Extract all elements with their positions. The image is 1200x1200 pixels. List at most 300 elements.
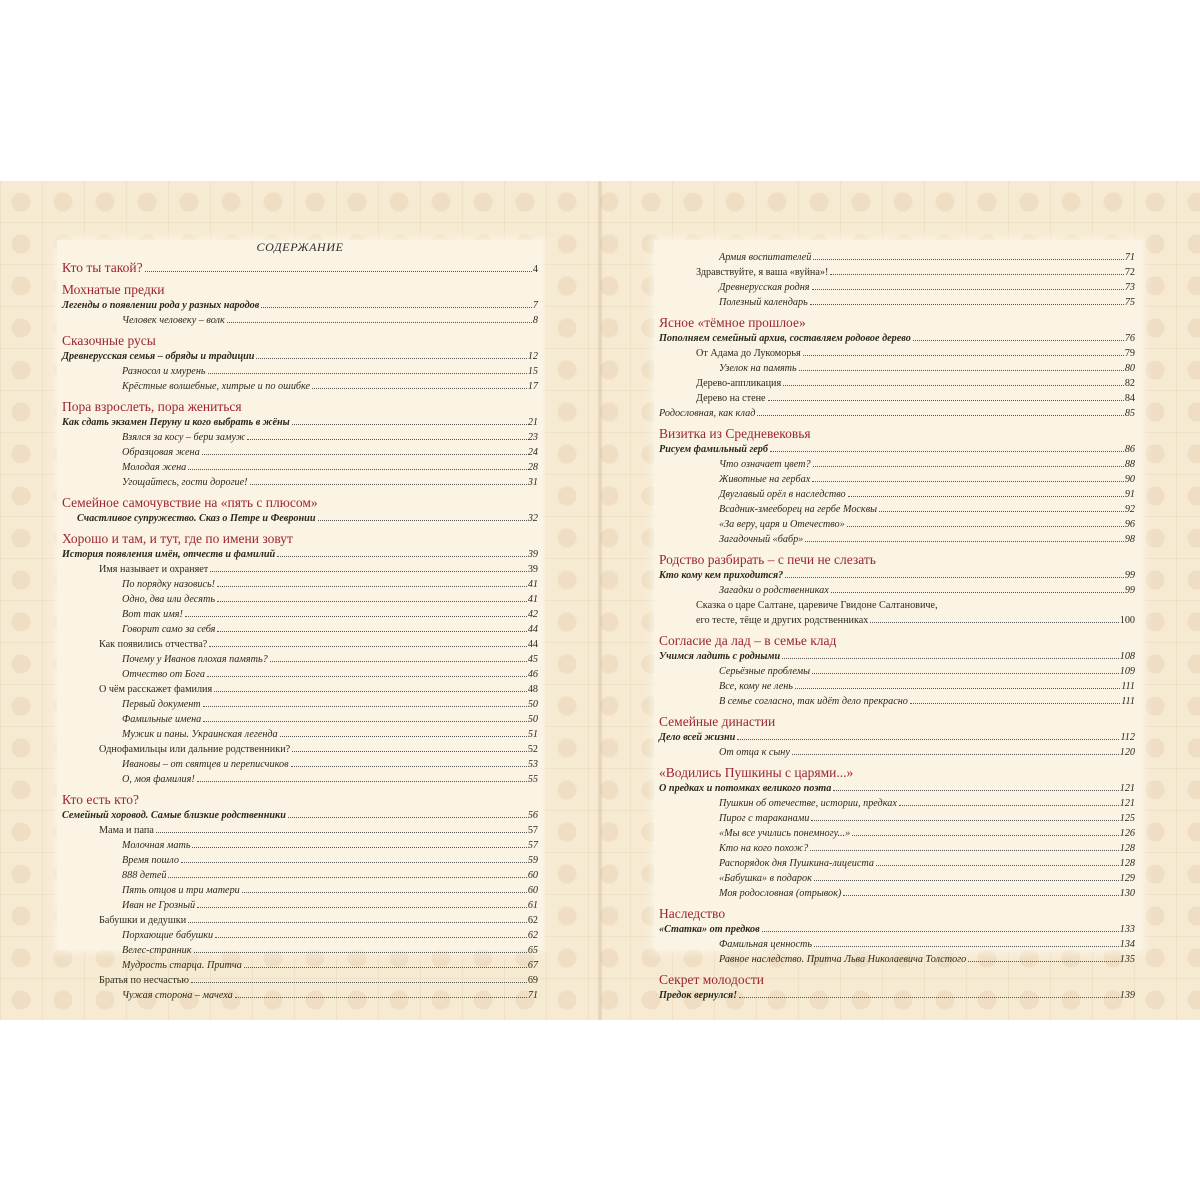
toc-entry <box>62 379 538 394</box>
toc-page-number: 111 <box>1121 696 1135 707</box>
toc-entry-title: Порхающие бабушки <box>122 930 214 941</box>
toc-entry-title: Армия воспитателей <box>719 252 812 263</box>
toc-entry-title: Двуглавый орёл в наследство <box>719 489 846 500</box>
toc-entry <box>659 745 1135 760</box>
toc-entry-line <box>62 652 538 667</box>
toc-entry-line <box>659 295 1135 310</box>
dot-leader <box>292 424 527 425</box>
dot-leader <box>210 571 527 572</box>
toc-entry <box>62 577 538 592</box>
dot-leader <box>876 865 1119 866</box>
toc-page-number: 41 <box>527 594 538 605</box>
dot-leader <box>812 673 1119 674</box>
toc-page-number: 44 <box>527 624 538 635</box>
toc-page-number: 71 <box>1124 252 1135 263</box>
toc-entry <box>62 430 538 445</box>
toc-section-heading: Ясное «тёмное прошлое» <box>659 315 806 330</box>
toc-page-number: 125 <box>1119 813 1135 824</box>
toc-entry-line <box>659 472 1135 487</box>
dot-leader <box>197 781 527 782</box>
toc-entry-line <box>659 886 1135 901</box>
toc-entry-title: «Мы все учились понемногу...» <box>719 828 851 839</box>
toc-page-number: 67 <box>527 960 538 971</box>
toc-entry <box>659 811 1135 826</box>
toc-entry-line <box>659 664 1135 679</box>
toc-section-heading: Хорошо и там, и тут, где по имени зовут <box>62 531 293 546</box>
toc-page-number: 60 <box>527 870 538 881</box>
toc-entry-title: Молодая жена <box>122 462 187 473</box>
toc-page-number: 62 <box>527 915 538 926</box>
dot-leader <box>227 322 532 323</box>
toc-entry-title: Однофамильцы или дальние родственники? <box>99 744 291 755</box>
toc-entry-title: Всадник-змееборец на гербе Москвы <box>719 504 878 515</box>
toc-entry-title: Кто ты такой? <box>62 260 143 275</box>
toc-entry-line: Сказка о царе Салтане, царевиче Гвидоне Салтановиче, <box>696 600 938 611</box>
dot-leader <box>805 541 1124 542</box>
toc-page-number: 28 <box>527 462 538 473</box>
toc-entry-line <box>659 406 1135 421</box>
dot-leader <box>217 586 527 587</box>
toc-entry-line <box>62 928 538 943</box>
dot-leader <box>812 481 1124 482</box>
toc-page-number: 50 <box>527 699 538 710</box>
toc-entry-title: Древнерусская родня <box>719 282 810 293</box>
toc-entry-line <box>659 517 1135 532</box>
dot-leader <box>194 952 527 953</box>
toc-entry-line <box>62 562 538 577</box>
toc-page-number: 129 <box>1119 873 1135 884</box>
toc-entry-title: его тесте, тёще и других родственниках <box>696 615 869 626</box>
toc-page-number: 41 <box>527 579 538 590</box>
dot-leader <box>188 922 527 923</box>
dot-leader <box>852 835 1118 836</box>
toc-page-number: 91 <box>1124 489 1135 500</box>
toc-entry-title: «За веру, царя и Отечество» <box>719 519 845 530</box>
toc-entry-line <box>62 868 538 883</box>
toc-page-number: 139 <box>1119 990 1135 1001</box>
toc-page-number: 112 <box>1120 732 1135 743</box>
toc-entry <box>62 988 538 1003</box>
toc-entry-line <box>659 487 1135 502</box>
toc-entry <box>659 517 1135 532</box>
dot-leader <box>209 646 527 647</box>
toc-entry <box>659 826 1135 841</box>
toc-title: СОДЕРЖАНИЕ <box>256 240 344 254</box>
dot-leader <box>191 982 527 983</box>
toc-entry-line <box>659 841 1135 856</box>
dot-leader <box>188 469 527 470</box>
toc-entry-line <box>659 391 1135 406</box>
toc-page-number: 99 <box>1124 570 1135 581</box>
toc-entry-line <box>62 511 538 526</box>
toc-entry-line <box>659 952 1135 967</box>
toc-page-number: 72 <box>1124 267 1135 278</box>
toc-entry-title: Иван не Грозный <box>122 900 196 911</box>
toc-entry-line <box>62 823 538 838</box>
dot-leader <box>913 340 1124 341</box>
toc-entry <box>659 502 1135 517</box>
toc-page-number: 55 <box>527 774 538 785</box>
toc-entry-line <box>62 349 538 364</box>
dot-leader <box>214 691 527 692</box>
toc-entry-line <box>62 577 538 592</box>
toc-entry-line <box>659 331 1135 346</box>
toc-page-number: 44 <box>527 639 538 650</box>
toc-entry-title: Распорядок дня Пушкина-лицеиста <box>719 858 874 869</box>
toc-page-number: 4 <box>532 264 538 275</box>
dot-leader <box>810 304 1124 305</box>
toc-entry <box>62 260 538 277</box>
book-gutter <box>597 181 603 1020</box>
toc-entry <box>62 637 538 652</box>
toc-page-number: 109 <box>1119 666 1135 677</box>
toc-entry-line <box>659 745 1135 760</box>
toc-entry <box>659 376 1135 391</box>
toc-entry <box>659 295 1135 310</box>
dot-leader <box>803 355 1124 356</box>
dot-leader <box>197 907 527 908</box>
toc-page-number: 21 <box>527 417 538 428</box>
toc-entry-line <box>62 260 538 277</box>
toc-entry <box>62 415 538 430</box>
toc-page-number: 24 <box>527 447 538 458</box>
dot-leader <box>181 862 527 863</box>
toc-section-heading: Семейные династии <box>659 714 776 729</box>
toc-entry <box>62 883 538 898</box>
toc-entry-line <box>62 757 538 772</box>
toc-page-number: 46 <box>527 669 538 680</box>
toc-entry <box>62 475 538 490</box>
toc-entry <box>659 250 1135 265</box>
toc-entry <box>62 727 538 742</box>
toc-entry-title: О предках и потомках великого поэта <box>659 783 832 794</box>
toc-entry-title: Фамильная ценность <box>719 939 812 950</box>
dot-leader <box>830 274 1123 275</box>
toc-entry-line <box>62 682 538 697</box>
dot-leader <box>250 484 527 485</box>
toc-entry-line <box>62 592 538 607</box>
toc-page-number: 100 <box>1119 615 1135 626</box>
dot-leader <box>192 847 526 848</box>
toc-entry <box>659 532 1135 547</box>
toc-entry <box>659 487 1135 502</box>
dot-leader <box>813 259 1124 260</box>
toc-page-number: 8 <box>532 315 538 326</box>
toc-entry <box>62 364 538 379</box>
toc-entry-line <box>62 607 538 622</box>
toc-entry <box>62 742 538 757</box>
toc-page-number: 120 <box>1119 747 1135 758</box>
dot-leader <box>737 739 1119 740</box>
toc-entry-line <box>659 730 1135 745</box>
toc-entry-title: Дерево на стене <box>696 393 766 404</box>
toc-entry-line <box>62 898 538 913</box>
toc-entry <box>62 460 538 475</box>
toc-entry <box>659 472 1135 487</box>
toc-page-number: 71 <box>527 990 538 1001</box>
toc-entry <box>62 868 538 883</box>
toc-entry-title: Почему у Иванов плохая память? <box>122 654 268 665</box>
toc-entry <box>659 937 1135 952</box>
toc-entry-line <box>62 697 538 712</box>
toc-entry-title: Разносол и хмурень <box>122 366 206 377</box>
dot-leader <box>292 751 527 752</box>
toc-entry-title: Образцовая жена <box>122 447 200 458</box>
toc-page-number: 23 <box>527 432 538 443</box>
toc-entry <box>62 682 538 697</box>
toc-page-number: 84 <box>1124 393 1135 404</box>
toc-entry-line <box>659 781 1135 796</box>
toc-entry-line <box>62 430 538 445</box>
toc-entry-line <box>659 811 1135 826</box>
dot-leader <box>783 385 1124 386</box>
toc-entry-line <box>659 502 1135 517</box>
toc-entry-line <box>659 937 1135 952</box>
toc-entry <box>659 331 1135 346</box>
toc-entry <box>62 757 538 772</box>
toc-entry <box>659 346 1135 361</box>
toc-section-heading: Мохнатые предки <box>62 282 165 297</box>
toc-page-number: 17 <box>527 381 538 392</box>
toc-page-number: 32 <box>527 513 538 524</box>
toc-entry-line <box>62 445 538 460</box>
dot-leader <box>277 556 527 557</box>
dot-leader <box>847 526 1124 527</box>
toc-page-number: 99 <box>1124 585 1135 596</box>
toc-entry <box>62 913 538 928</box>
toc-entry-title: Все, кому не лень <box>719 681 793 692</box>
toc-page-number: 57 <box>527 840 538 851</box>
toc-page-number: 57 <box>527 825 538 836</box>
toc-entry-title: Рисуем фамильный герб <box>659 444 768 455</box>
dot-leader <box>899 805 1119 806</box>
toc-left-column <box>62 256 538 1003</box>
toc-entry-line <box>659 796 1135 811</box>
toc-entry <box>659 988 1135 1003</box>
toc-entry <box>62 445 538 460</box>
toc-entry-title: Мама и папа <box>99 825 154 836</box>
toc-page-number: 31 <box>527 477 538 488</box>
toc-page-number: 98 <box>1124 534 1135 545</box>
toc-entry-title: Вот так имя! <box>122 609 183 620</box>
toc-entry-title: Древнерусская семья – обряды и традиции <box>62 351 255 362</box>
toc-entry <box>659 871 1135 886</box>
toc-entry-line <box>62 742 538 757</box>
dot-leader <box>291 766 527 767</box>
toc-section-heading: Пора взрослеть, пора жениться <box>62 399 242 414</box>
toc-entry-title: Кто на кого похож? <box>719 843 809 854</box>
toc-entry-line <box>62 547 538 562</box>
toc-entry-title: Предок вернулся! <box>659 990 738 1001</box>
toc-entry-title: Пушкин об отечестве, истории, предках <box>719 798 897 809</box>
toc-page-number: 128 <box>1119 843 1135 854</box>
dot-leader <box>792 754 1119 755</box>
toc-section-heading: Сказочные русы <box>62 333 156 348</box>
toc-page-number: 62 <box>527 930 538 941</box>
toc-page-number: 42 <box>527 609 538 620</box>
toc-entry <box>62 772 538 787</box>
dot-leader <box>785 577 1124 578</box>
toc-section-heading: Кто есть кто? <box>62 792 139 807</box>
toc-entry-title: Серьёзные проблемы <box>719 666 811 677</box>
toc-entry-line <box>659 649 1135 664</box>
toc-entry-title: Семейный хоровод. Самые близкие родственники <box>62 810 286 821</box>
toc-entry-line <box>659 856 1135 871</box>
toc-entry-title: Чужая сторона – мачеха <box>122 990 233 1001</box>
dot-leader <box>811 820 1118 821</box>
toc-entry <box>659 781 1135 796</box>
dot-leader <box>757 415 1123 416</box>
dot-leader <box>208 373 527 374</box>
toc-entry-line <box>62 988 538 1003</box>
dot-leader <box>235 997 527 998</box>
toc-entry <box>62 943 538 958</box>
toc-page-number: 126 <box>1119 828 1135 839</box>
toc-entry <box>659 679 1135 694</box>
dot-leader <box>814 946 1119 947</box>
toc-entry-line <box>659 679 1135 694</box>
toc-entry-title: Животные на гербах <box>719 474 811 485</box>
toc-entry-title: Одно, два или десять <box>122 594 215 605</box>
toc-entry-title: Как сдать экзамен Перуну и кого выбрать в жёны <box>62 417 290 428</box>
toc-entry-title: Что означает цвет? <box>719 459 811 470</box>
toc-page-number: 65 <box>527 945 538 956</box>
toc-entry <box>659 265 1135 280</box>
toc-entry-title: Ивановы – от святцев и переписчиков <box>122 759 289 770</box>
toc-entry-line <box>62 379 538 394</box>
toc-entry-line <box>62 364 538 379</box>
toc-entry-title: Здравствуйте, я ваша «вуйна»! <box>696 267 829 278</box>
toc-entry <box>62 313 538 328</box>
toc-page-number: 52 <box>527 744 538 755</box>
dot-leader <box>207 676 527 677</box>
toc-entry-line <box>659 346 1135 361</box>
toc-entry-title: Легенды о появлении рода у разных народов <box>62 300 260 311</box>
toc-entry <box>62 808 538 823</box>
toc-entry-line <box>659 826 1135 841</box>
toc-entry <box>659 952 1135 967</box>
toc-entry-line <box>62 415 538 430</box>
toc-entry <box>62 607 538 622</box>
toc-entry <box>659 406 1135 421</box>
toc-section-heading: Наследство <box>659 906 726 921</box>
toc-entry-title: Угощайтесь, гости дорогие! <box>122 477 248 488</box>
toc-entry-line <box>659 280 1135 295</box>
toc-entry <box>62 958 538 973</box>
dot-leader <box>145 271 532 272</box>
toc-entry-line <box>62 622 538 637</box>
toc-entry <box>62 547 538 562</box>
toc-entry-line <box>659 442 1135 457</box>
toc-page-number: 56 <box>527 810 538 821</box>
toc-page-number: 45 <box>527 654 538 665</box>
toc-entry-title: Говорит само за себя <box>122 624 216 635</box>
toc-entry-title: Кто кому кем приходится? <box>659 570 784 581</box>
toc-entry-title: Узелок на память <box>719 363 797 374</box>
toc-page-number: 135 <box>1119 954 1135 965</box>
toc-entry-line <box>659 922 1135 937</box>
toc-page-number: 39 <box>527 549 538 560</box>
toc-page-number: 86 <box>1124 444 1135 455</box>
toc-entry-line <box>62 637 538 652</box>
toc-entry-title: Пять отцов и три матери <box>122 885 240 896</box>
toc-entry-title: Бабушки и дедушки <box>99 915 187 926</box>
toc-page-number: 90 <box>1124 474 1135 485</box>
dot-leader <box>968 961 1118 962</box>
toc-section-heading: Визитка из Средневековья <box>659 426 811 441</box>
toc-entry-line <box>659 583 1135 598</box>
dot-leader <box>833 790 1118 791</box>
toc-page-number: 111 <box>1121 681 1135 692</box>
toc-entry-title: Пополняем семейный архив, составляем родовое дерево <box>659 333 911 344</box>
toc-entry-line <box>62 298 538 313</box>
toc-entry-line <box>659 361 1135 376</box>
toc-entry <box>62 652 538 667</box>
toc-entry <box>659 694 1135 709</box>
dot-leader <box>795 688 1120 689</box>
toc-entry-title: Родословная, как клад <box>659 408 756 419</box>
toc-entry-title: От Адама до Лукоморья <box>696 348 801 359</box>
toc-page-number: 15 <box>527 366 538 377</box>
dot-leader <box>288 817 527 818</box>
toc-entry-title: 888 детей <box>122 870 167 881</box>
dot-leader <box>799 370 1124 371</box>
dot-leader <box>270 661 527 662</box>
dot-leader <box>831 592 1124 593</box>
toc-entry-title: Равное наследство. Притча Льва Николаевича Толстого <box>719 954 967 965</box>
dot-leader <box>782 658 1119 659</box>
toc-entry <box>659 613 1135 628</box>
dot-leader <box>848 496 1124 497</box>
toc-entry-line <box>62 883 538 898</box>
dot-leader <box>739 997 1119 998</box>
toc-entry-title: Время пошло <box>122 855 179 866</box>
toc-page-number: 108 <box>1119 651 1135 662</box>
toc-section-heading: «Водились Пушкины с царями...» <box>659 765 854 780</box>
toc-entry-line <box>62 958 538 973</box>
toc-entry-line <box>62 853 538 868</box>
toc-page-number: 39 <box>527 564 538 575</box>
toc-entry-title: Мужик и паны. Украинская легенда <box>122 729 278 740</box>
toc-section-heading: Секрет молодости <box>659 972 765 987</box>
toc-entry <box>659 391 1135 406</box>
toc-entry-title: Крёстные волшебные, хитрые и по ошибке <box>122 381 311 392</box>
toc-page-number: 60 <box>527 885 538 896</box>
toc-entry-line <box>659 568 1135 583</box>
toc-entry <box>62 853 538 868</box>
toc-entry <box>62 973 538 988</box>
dot-leader <box>770 451 1124 452</box>
toc-entry <box>659 796 1135 811</box>
toc-entry-line <box>62 475 538 490</box>
toc-page-number: 73 <box>1124 282 1135 293</box>
toc-page-number: 134 <box>1119 939 1135 950</box>
dot-leader <box>910 703 1120 704</box>
toc-entry <box>62 622 538 637</box>
toc-entry <box>659 841 1135 856</box>
dot-leader <box>810 850 1119 851</box>
toc-entry-line <box>659 871 1135 886</box>
toc-page-number: 75 <box>1124 297 1135 308</box>
toc-page-number: 48 <box>527 684 538 695</box>
toc-entry <box>659 730 1135 745</box>
toc-entry <box>659 649 1135 664</box>
dot-leader <box>217 601 527 602</box>
toc-entry-line <box>659 532 1135 547</box>
toc-entry-title: Первый документ <box>122 699 201 710</box>
toc-page-number: 61 <box>527 900 538 911</box>
toc-page-number: 121 <box>1119 783 1135 794</box>
